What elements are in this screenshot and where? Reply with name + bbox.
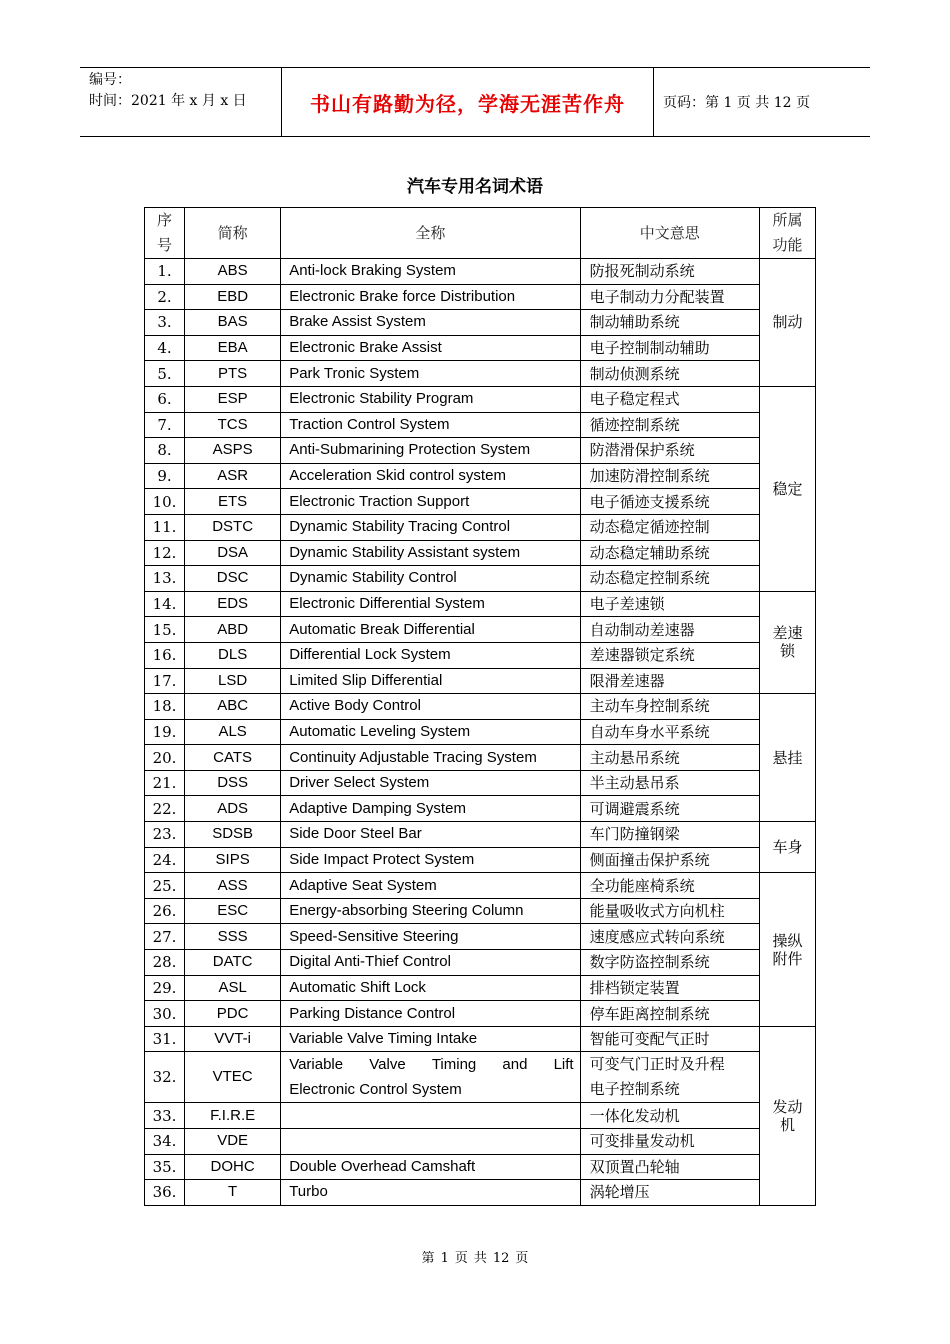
row-cn: 制动侦测系统: [580, 361, 759, 387]
row-no: 10.: [145, 489, 185, 515]
row-cn: 限滑差速器: [580, 668, 759, 694]
row-cn: 动态稳定辅助系统: [580, 540, 759, 566]
row-no: 4.: [145, 335, 185, 361]
row-abbr: ADS: [185, 796, 281, 822]
row-cn: 自动制动差速器: [580, 617, 759, 643]
row-no: 25.: [145, 873, 185, 899]
table-row: [145, 694, 816, 720]
row-full: Dynamic Stability Tracing Control: [281, 514, 580, 540]
header-abbr: 简称: [185, 208, 281, 259]
row-full: Electronic Brake Assist: [281, 335, 580, 361]
row-abbr: DOHC: [185, 1154, 281, 1180]
table-row: [145, 540, 816, 566]
row-abbr: VVT-i: [185, 1026, 281, 1052]
table-row: [145, 1180, 816, 1206]
table-row: [145, 284, 816, 310]
row-cn: 能量吸收式方向机柱: [580, 898, 759, 924]
row-abbr: ASS: [185, 873, 281, 899]
header-meta: [80, 68, 281, 136]
row-full: Side Impact Protect System: [281, 847, 580, 873]
row-cn: 电子循迹支援系统: [580, 489, 759, 515]
table-row: [145, 566, 816, 592]
header-full: 全称: [281, 208, 580, 259]
table-header-row: [145, 208, 816, 259]
row-full: Variable Valve Timing Intake: [281, 1026, 580, 1052]
row-no: 6.: [145, 386, 185, 412]
row-no: 31.: [145, 1026, 185, 1052]
table-row: [145, 975, 816, 1001]
row-no: 22.: [145, 796, 185, 822]
row-no: 12.: [145, 540, 185, 566]
row-abbr: DSS: [185, 770, 281, 796]
row-abbr: PTS: [185, 361, 281, 387]
row-abbr: ABS: [185, 259, 281, 285]
row-full: Electronic Traction Support: [281, 489, 580, 515]
group-stability: 稳定: [759, 386, 815, 591]
row-cn: 车门防撞钢梁: [580, 822, 759, 848]
row-full: Electronic Brake force Distribution: [281, 284, 580, 310]
row-full: Electronic Differential System: [281, 591, 580, 617]
row-no: 30.: [145, 1001, 185, 1027]
row-full: Anti-Submarining Protection System: [281, 438, 580, 464]
header-motto: 书山有路勤为径，学海无涯苦作舟: [281, 68, 654, 136]
table-row: [145, 950, 816, 976]
row-cn: 半主动悬吊系: [580, 770, 759, 796]
word: Timing: [431, 1056, 477, 1074]
word: Variable: [289, 1056, 344, 1074]
row-full: Dynamic Stability Assistant system: [281, 540, 580, 566]
table-row: [145, 924, 816, 950]
row-no: 35.: [145, 1154, 185, 1180]
row-cn: 电子稳定程式: [580, 386, 759, 412]
table-row: [145, 1052, 816, 1103]
table-row: [145, 796, 816, 822]
row-abbr: ESC: [185, 898, 281, 924]
row-no: 7.: [145, 412, 185, 438]
row-full: Parking Distance Control: [281, 1001, 580, 1027]
row-cn: 电子控制制动辅助: [580, 335, 759, 361]
row-no: 33.: [145, 1103, 185, 1129]
row-abbr: PDC: [185, 1001, 281, 1027]
document-number: 编号：: [89, 72, 131, 88]
row-no: 2.: [145, 284, 185, 310]
row-cn: 全功能座椅系统: [580, 873, 759, 899]
row-full: Speed-Sensitive Steering: [281, 924, 580, 950]
table-row: [145, 591, 816, 617]
row-no: 21.: [145, 770, 185, 796]
terms-table: [144, 207, 816, 1206]
row-abbr: BAS: [185, 310, 281, 336]
row-cn: 涡轮增压: [580, 1180, 759, 1206]
table-row: [145, 719, 816, 745]
row-abbr: ALS: [185, 719, 281, 745]
table-row: [145, 335, 816, 361]
table-row: [145, 770, 816, 796]
row-full: Electronic Stability Program: [281, 386, 580, 412]
row-full: Digital Anti-Thief Control: [281, 950, 580, 976]
row-full: Double Overhead Camshaft: [281, 1154, 580, 1180]
page-header: [80, 67, 870, 137]
row-abbr: F.I.R.E: [185, 1103, 281, 1129]
row-full-line1: [289, 1052, 573, 1077]
row-abbr: SSS: [185, 924, 281, 950]
table-row: [145, 438, 816, 464]
table-row: [145, 745, 816, 771]
row-abbr: VTEC: [185, 1052, 281, 1103]
row-abbr: LSD: [185, 668, 281, 694]
row-cn: 数字防盗控制系统: [580, 950, 759, 976]
row-full: Turbo: [281, 1180, 580, 1206]
row-no: 9.: [145, 463, 185, 489]
row-full: Traction Control System: [281, 412, 580, 438]
row-abbr: DATC: [185, 950, 281, 976]
table-row: [145, 847, 816, 873]
row-no: 26.: [145, 898, 185, 924]
row-cn: 智能可变配气正时: [580, 1026, 759, 1052]
row-full-line2: Electronic Control System: [289, 1081, 462, 1099]
row-full: Adaptive Damping System: [281, 796, 580, 822]
table-row: [145, 898, 816, 924]
header-func: 所属功能: [759, 208, 815, 259]
row-full: Automatic Break Differential: [281, 617, 580, 643]
table-row: [145, 873, 816, 899]
row-abbr: TCS: [185, 412, 281, 438]
row-cn: [580, 1052, 759, 1103]
group-brake: 制动: [759, 259, 815, 387]
row-no: 23.: [145, 822, 185, 848]
row-full: Side Door Steel Bar: [281, 822, 580, 848]
row-abbr: ETS: [185, 489, 281, 515]
row-abbr: SDSB: [185, 822, 281, 848]
row-cn: 速度感应式转向系统: [580, 924, 759, 950]
row-cn: 制动辅助系统: [580, 310, 759, 336]
row-abbr: DLS: [185, 642, 281, 668]
row-cn-line2: 电子控制系统: [589, 1080, 680, 1099]
row-cn: 主动悬吊系统: [580, 745, 759, 771]
group-suspension: 悬挂: [759, 694, 815, 822]
row-full: Anti-lock Braking System: [281, 259, 580, 285]
table-row: [145, 1129, 816, 1155]
row-abbr: ABD: [185, 617, 281, 643]
row-cn: 一体化发动机: [580, 1103, 759, 1129]
table-row: [145, 1001, 816, 1027]
row-full: Energy-absorbing Steering Column: [281, 898, 580, 924]
table-row: [145, 514, 816, 540]
row-no: 28.: [145, 950, 185, 976]
footer-total-pages: 12: [492, 1251, 510, 1266]
row-abbr: ASR: [185, 463, 281, 489]
row-cn: 加速防滑控制系统: [580, 463, 759, 489]
row-full: [281, 1129, 580, 1155]
table-row: [145, 310, 816, 336]
row-no: 8.: [145, 438, 185, 464]
row-full: Automatic Shift Lock: [281, 975, 580, 1001]
row-cn-line1: 可变气门正时及升程: [589, 1055, 725, 1074]
table-row: [145, 463, 816, 489]
row-full: Park Tronic System: [281, 361, 580, 387]
row-no: 15.: [145, 617, 185, 643]
row-cn: 防潜滑保护系统: [580, 438, 759, 464]
row-no: 3.: [145, 310, 185, 336]
row-abbr: ASL: [185, 975, 281, 1001]
row-no: 5.: [145, 361, 185, 387]
row-no: 20.: [145, 745, 185, 771]
row-no: 29.: [145, 975, 185, 1001]
table-row: [145, 412, 816, 438]
page-footer: [0, 1247, 950, 1266]
row-no: 1.: [145, 259, 185, 285]
row-cn: 循迹控制系统: [580, 412, 759, 438]
group-diff-lock: 差速锁: [759, 591, 815, 693]
table-row: [145, 642, 816, 668]
row-cn: 停车距离控制系统: [580, 1001, 759, 1027]
row-full: Adaptive Seat System: [281, 873, 580, 899]
table-row: [145, 617, 816, 643]
row-cn: 主动车身控制系统: [580, 694, 759, 720]
row-cn: 差速器锁定系统: [580, 642, 759, 668]
row-full: Dynamic Stability Control: [281, 566, 580, 592]
row-full: Differential Lock System: [281, 642, 580, 668]
row-abbr: EBA: [185, 335, 281, 361]
row-abbr: DSTC: [185, 514, 281, 540]
footer-ye: 页: [454, 1251, 468, 1266]
row-no: 17.: [145, 668, 185, 694]
word: Valve: [369, 1056, 406, 1074]
row-full: Acceleration Skid control system: [281, 463, 580, 489]
footer-di: 第: [421, 1251, 435, 1266]
row-cn: 动态稳定循迹控制: [580, 514, 759, 540]
table-row: [145, 386, 816, 412]
row-no: 11.: [145, 514, 185, 540]
row-abbr: ASPS: [185, 438, 281, 464]
table-row: [145, 1103, 816, 1129]
word: Lift: [553, 1056, 574, 1074]
word: and: [502, 1056, 528, 1074]
row-full: Limited Slip Differential: [281, 668, 580, 694]
row-abbr: CATS: [185, 745, 281, 771]
row-abbr: EDS: [185, 591, 281, 617]
row-no: 16.: [145, 642, 185, 668]
row-full: Automatic Leveling System: [281, 719, 580, 745]
row-full: Active Body Control: [281, 694, 580, 720]
footer-ye: 页: [515, 1251, 529, 1266]
row-abbr: T: [185, 1180, 281, 1206]
row-abbr: DSC: [185, 566, 281, 592]
group-engine: 发动机: [759, 1026, 815, 1205]
row-cn: 电子制动力分配装置: [580, 284, 759, 310]
row-cn: 侧面撞击保护系统: [580, 847, 759, 873]
table-row: [145, 361, 816, 387]
row-abbr: DSA: [185, 540, 281, 566]
row-no: 24.: [145, 847, 185, 873]
row-abbr: VDE: [185, 1129, 281, 1155]
table-row: [145, 668, 816, 694]
group-body: 车身: [759, 822, 815, 873]
row-abbr: EBD: [185, 284, 281, 310]
row-no: 19.: [145, 719, 185, 745]
row-full: [281, 1052, 580, 1103]
table-row: [145, 489, 816, 515]
header-no: 序号: [145, 208, 185, 259]
row-cn: 防报死制动系统: [580, 259, 759, 285]
row-full: [281, 1103, 580, 1129]
footer-page-number: 1: [440, 1251, 449, 1266]
row-no: 14.: [145, 591, 185, 617]
row-no: 18.: [145, 694, 185, 720]
row-cn: 动态稳定控制系统: [580, 566, 759, 592]
row-cn: 排档锁定装置: [580, 975, 759, 1001]
table-row: [145, 1026, 816, 1052]
row-full: Continuity Adjustable Tracing System: [281, 745, 580, 771]
row-no: 13.: [145, 566, 185, 592]
row-full: Driver Select System: [281, 770, 580, 796]
document-date: 时间：2021 年 x 月 x 日: [89, 93, 247, 109]
footer-gong: 共: [473, 1251, 487, 1266]
row-abbr: ESP: [185, 386, 281, 412]
row-full: Brake Assist System: [281, 310, 580, 336]
header-page-info: 页码：第 1 页 共 12 页: [663, 95, 810, 111]
row-cn: 可调避震系统: [580, 796, 759, 822]
row-abbr: SIPS: [185, 847, 281, 873]
page-title: 汽车专用名词术语: [407, 177, 543, 197]
table-row: [145, 822, 816, 848]
row-no: 27.: [145, 924, 185, 950]
table-row: [145, 259, 816, 285]
header-cn: 中文意思: [580, 208, 759, 259]
group-control-accessories: 操纵附件: [759, 873, 815, 1027]
table-row: [145, 1154, 816, 1180]
row-cn: 自动车身水平系统: [580, 719, 759, 745]
row-cn: 电子差速锁: [580, 591, 759, 617]
row-no: 32.: [145, 1052, 185, 1103]
row-no: 34.: [145, 1129, 185, 1155]
row-cn: 可变排量发动机: [580, 1129, 759, 1155]
row-cn: 双顶置凸轮轴: [580, 1154, 759, 1180]
row-abbr: ABC: [185, 694, 281, 720]
row-no: 36.: [145, 1180, 185, 1206]
